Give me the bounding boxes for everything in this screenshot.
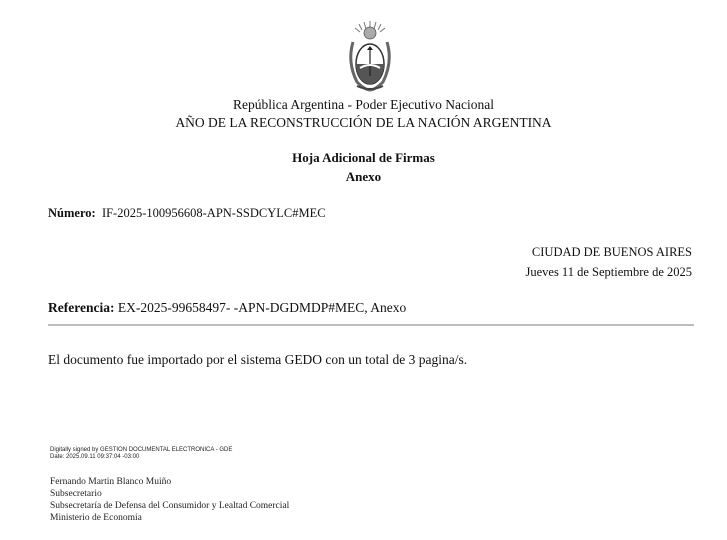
signer-position: Subsecretario xyxy=(50,489,102,499)
document-number-label: Número: xyxy=(48,206,96,220)
digital-signature-block xyxy=(50,447,232,461)
signer-office: Subsecretaría de Defensa del Consumidor y Lealtad Comercial xyxy=(50,501,290,511)
city: CIUDAD DE BUENOS AIRES xyxy=(531,245,692,259)
digital-signature-date: Date: 2025.09.11 09:37:04 -03:00 xyxy=(50,454,140,460)
signer-block xyxy=(50,476,289,524)
reference xyxy=(48,300,406,316)
document-title: Hoja Adicional de Firmas xyxy=(292,150,435,165)
coat-of-arms-icon xyxy=(343,20,397,94)
signer-ministry: Ministerio de Economía xyxy=(50,513,142,523)
reference-label: Referencia: xyxy=(48,300,115,315)
digital-signature-signer: Digitally signed by GESTION DOCUMENTAL ELECTRONICA - GDE xyxy=(50,447,233,453)
signer-name: Fernando Martin Blanco Muiño xyxy=(50,477,172,487)
divider xyxy=(48,324,694,326)
date: Jueves 11 de Septiembre de 2025 xyxy=(525,265,692,279)
document-number xyxy=(48,206,326,221)
header-republic-line: República Argentina - Poder Ejecutivo Nacional xyxy=(232,97,495,112)
document-number-value: IF-2025-100956608-APN-SSDCYLC#MEC xyxy=(101,206,326,220)
header-year-motto: AÑO DE LA RECONSTRUCCIÓN DE LA NACIÓN ARGENTINA xyxy=(175,115,552,130)
body-text: El documento fue importado por el sistema GEDO con un total de 3 pagina/s. xyxy=(48,352,468,367)
document-subtitle: Anexo xyxy=(345,169,382,184)
reference-value: EX-2025-99658497- -APN-DGDMDP#MEC, Anexo xyxy=(117,300,407,315)
